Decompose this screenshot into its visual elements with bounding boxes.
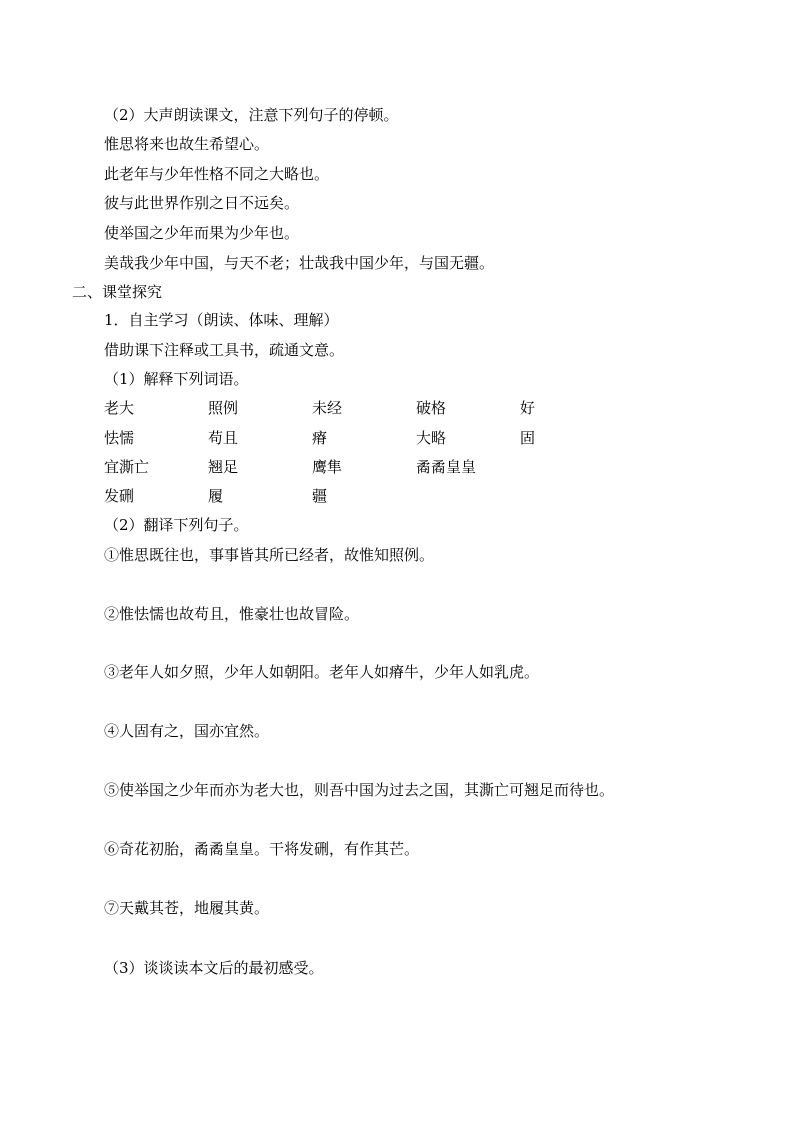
reading-instruction: （2）大声朗读课文，注意下列句子的停顿。 <box>104 106 399 124</box>
vocab-word: 鹰隼 <box>312 458 343 476</box>
vocab-word: 苟且 <box>208 429 239 447</box>
vocab-word: 破格 <box>416 399 447 417</box>
translate-sentence-1: ①惟思既往也，事事皆其所已经者，故惟知照例。 <box>104 546 435 564</box>
reading-sentence-3: 彼与此世界作别之日不远矣。 <box>104 194 300 212</box>
section-heading: 二、课堂探究 <box>72 283 163 301</box>
vocab-word: 发硎 <box>104 487 135 505</box>
reading-sentence-2: 此老年与少年性格不同之大略也。 <box>104 165 330 183</box>
translate-sentence-2: ②惟怯懦也故苟且，惟豪壮也故冒险。 <box>104 605 360 623</box>
vocab-word: 固 <box>520 429 536 447</box>
vocab-word: 瘠 <box>312 429 328 447</box>
vocab-word: 未经 <box>312 399 343 417</box>
vocab-word: 怯懦 <box>104 429 135 447</box>
translate-sentence-5: ⑤使举国之少年而亦为老大也，则吾中国为过去之国，其澌亡可翘足而待也。 <box>104 781 615 799</box>
vocab-word: 矞矞皇皇 <box>416 458 477 476</box>
vocab-word: 翘足 <box>208 458 239 476</box>
vocab-word: 老大 <box>104 399 135 417</box>
vocab-word: 照例 <box>208 399 239 417</box>
vocab-word: 好 <box>520 399 536 417</box>
question-2-prompt: （2）翻译下列句子。 <box>104 516 249 534</box>
translate-sentence-6: ⑥奇花初胎，矞矞皇皇。干将发硎，有作其芒。 <box>104 840 420 858</box>
translate-sentence-3: ③老年人如夕照，少年人如朝阳。老年人如瘠牛，少年人如乳虎。 <box>104 663 540 681</box>
question-3-prompt: （3）谈谈读本文后的最初感受。 <box>104 959 324 977</box>
instruction-text: 借助课下注释或工具书，疏通文意。 <box>104 341 345 359</box>
vocab-word: 大略 <box>416 429 447 447</box>
vocab-word: 宜澌亡 <box>104 458 150 476</box>
reading-sentence-1: 惟思将来也故生希望心。 <box>104 135 270 153</box>
subsection-heading: 1．自主学习（朗读、体味、理解） <box>104 311 339 329</box>
reading-sentence-4: 使举国之少年而果为少年也。 <box>104 224 300 242</box>
translate-sentence-4: ④人固有之，国亦宜然。 <box>104 722 270 740</box>
reading-sentence-5: 美哉我少年中国，与天不老；壮哉我中国少年，与国无疆。 <box>104 254 495 272</box>
vocab-word: 疆 <box>312 487 328 505</box>
translate-sentence-7: ⑦天戴其苍，地履其黄。 <box>104 899 270 917</box>
question-1-prompt: （1）解释下列词语。 <box>104 370 249 388</box>
vocab-word: 履 <box>208 487 224 505</box>
